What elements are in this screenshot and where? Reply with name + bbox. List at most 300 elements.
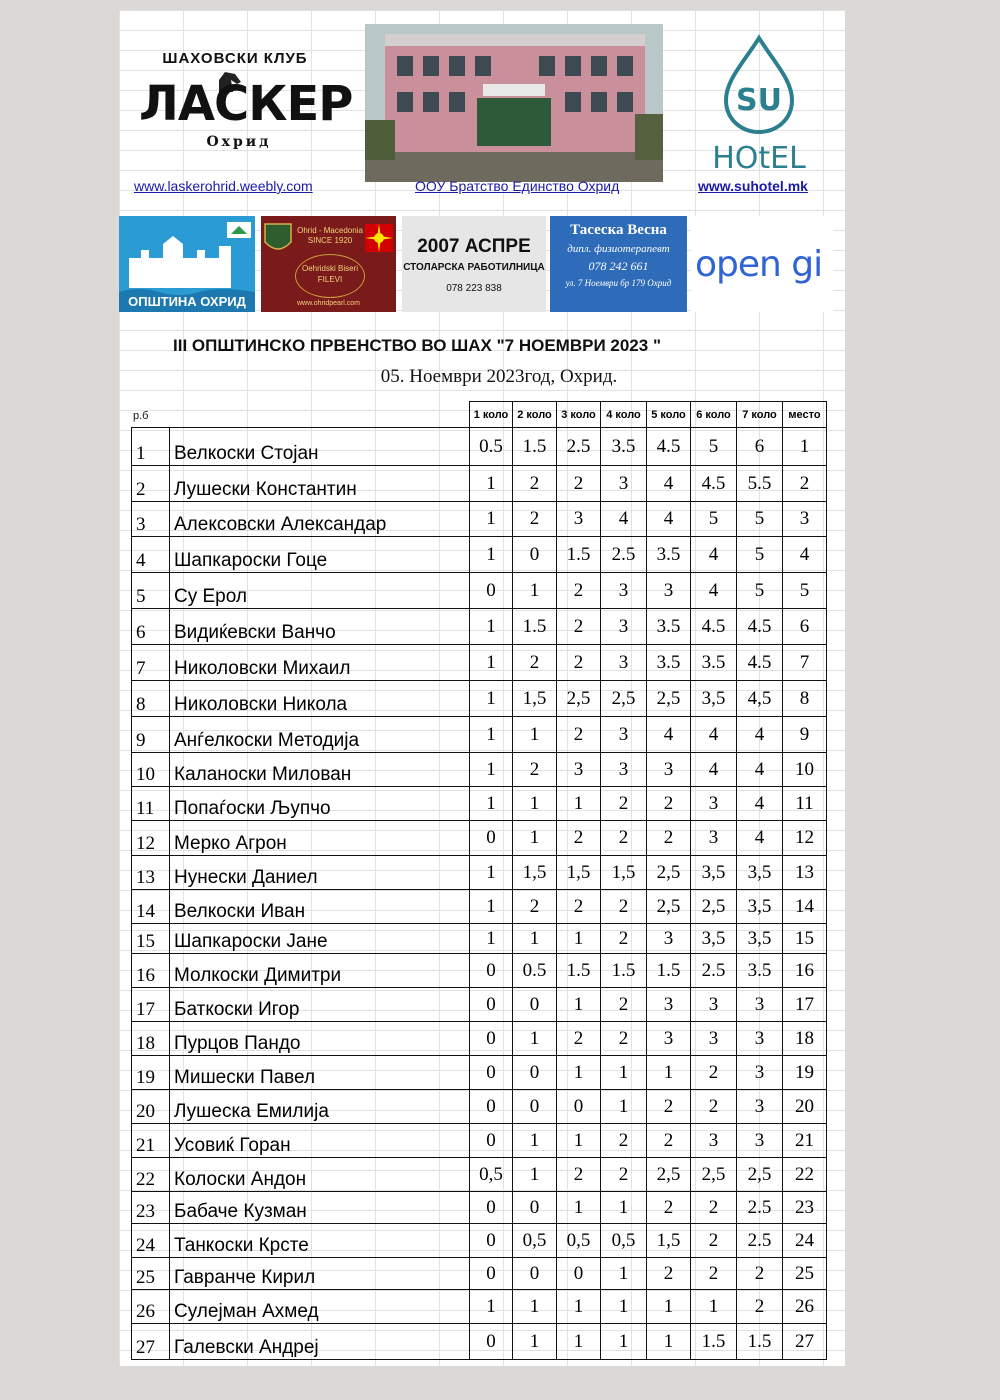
round-score-cell: 1 <box>470 890 513 924</box>
pearl-line: Oehridski Biseri <box>301 264 358 273</box>
round-score-cell: 3 <box>691 821 737 856</box>
row-number: 26 <box>132 1290 170 1324</box>
round-score-cell: 4 <box>737 787 783 821</box>
row-number: 23 <box>132 1192 170 1224</box>
place-cell: 17 <box>783 988 827 1022</box>
round-score-cell: 2 <box>513 890 557 924</box>
table-row <box>132 1192 827 1224</box>
svg-text:SU: SU <box>736 83 782 118</box>
round-score-cell: 4.5 <box>737 609 783 645</box>
round-score-cell: 5.5 <box>737 466 783 502</box>
round-score-cell: 1 <box>557 1192 601 1224</box>
player-name: Велкоски Иван <box>170 890 470 924</box>
round-score-cell: 1 <box>601 1056 647 1090</box>
round-score-cell: 3.5 <box>647 537 691 573</box>
pearl-url: www.ohridpearl.com <box>296 300 361 307</box>
round-score-cell: 2 <box>647 1090 691 1124</box>
table-row <box>132 717 827 753</box>
carpentry-phone: 078 223 838 <box>446 283 502 294</box>
round-score-cell: 1,5 <box>647 1224 691 1258</box>
player-name: Мерко Агрон <box>170 821 470 856</box>
table-row <box>132 856 827 890</box>
round-score-cell: 0 <box>557 1090 601 1124</box>
row-number: 27 <box>132 1324 170 1360</box>
row-number: 10 <box>132 753 170 787</box>
round-score-cell: 2.5 <box>601 537 647 573</box>
place-cell: 7 <box>783 645 827 681</box>
round-score-cell: 0 <box>470 1022 513 1056</box>
pearl-medallion <box>295 254 365 298</box>
round-score-cell: 1 <box>470 753 513 787</box>
round-score-cell: 0.5 <box>513 954 557 988</box>
place-cell: 8 <box>783 681 827 717</box>
round-score-cell: 2 <box>557 1022 601 1056</box>
player-name: Николовски Михаил <box>170 645 470 681</box>
header-blank-cell <box>132 402 170 428</box>
round-score-cell: 1.5 <box>647 954 691 988</box>
round-score-cell: 2 <box>601 890 647 924</box>
round-score-cell: 1 <box>470 537 513 573</box>
round-score-cell: 1.5 <box>691 1324 737 1360</box>
spreadsheet-page <box>119 10 845 1366</box>
player-name: Танкоски Крсте <box>170 1224 470 1258</box>
round-score-cell: 1 <box>557 1324 601 1360</box>
round-score-cell: 1,5 <box>513 856 557 890</box>
round-score-cell: 0 <box>470 573 513 609</box>
round-score-cell: 3 <box>601 717 647 753</box>
row-number: 14 <box>132 890 170 924</box>
player-name: Молкоски Димитри <box>170 954 470 988</box>
round-score-cell: 1 <box>470 502 513 537</box>
municipality-label: ОПШТИНА ОХРИД <box>128 294 246 309</box>
round-score-cell: 2 <box>557 645 601 681</box>
round-score-cell: 1.5 <box>557 537 601 573</box>
table-row <box>132 1124 827 1158</box>
round-score-cell: 2 <box>557 466 601 502</box>
round-score-cell: 3,5 <box>691 924 737 954</box>
round-score-cell: 4 <box>691 537 737 573</box>
table-row <box>132 1224 827 1258</box>
round-score-cell: 2.5 <box>557 428 601 466</box>
row-number: 6 <box>132 609 170 645</box>
round-score-cell: 4 <box>601 502 647 537</box>
round-score-cell: 3 <box>601 573 647 609</box>
round-score-cell: 0.5 <box>470 428 513 466</box>
place-cell: 11 <box>783 787 827 821</box>
round-score-cell: 2,5 <box>737 1158 783 1192</box>
column-header: 1 коло <box>470 402 513 428</box>
round-score-cell: 2 <box>513 645 557 681</box>
column-header: 4 коло <box>601 402 647 428</box>
round-score-cell: 0 <box>470 821 513 856</box>
round-score-cell: 2 <box>601 988 647 1022</box>
column-header: 6 коло <box>691 402 737 428</box>
round-score-cell: 4 <box>647 717 691 753</box>
round-score-cell: 3 <box>601 609 647 645</box>
round-score-cell: 0 <box>470 1124 513 1158</box>
round-score-cell: 0 <box>470 1056 513 1090</box>
column-header: 7 коло <box>737 402 783 428</box>
round-score-cell: 1 <box>513 821 557 856</box>
round-score-cell: 0,5 <box>557 1224 601 1258</box>
school-photo <box>365 24 663 182</box>
round-score-cell: 2,5 <box>601 681 647 717</box>
round-score-cell: 4.5 <box>737 645 783 681</box>
round-score-cell: 1 <box>470 1290 513 1324</box>
table-row <box>132 645 827 681</box>
round-score-cell: 2 <box>513 466 557 502</box>
place-cell: 24 <box>783 1224 827 1258</box>
row-number: 12 <box>132 821 170 856</box>
round-score-cell: 1 <box>513 1124 557 1158</box>
physio-address: ул. 7 Ноември бр 179 Охрид <box>565 278 672 288</box>
round-score-cell: 2 <box>691 1192 737 1224</box>
table-row <box>132 988 827 1022</box>
round-score-cell: 0 <box>470 988 513 1022</box>
round-score-cell: 3 <box>691 1124 737 1158</box>
round-score-cell: 3 <box>691 1022 737 1056</box>
round-score-cell: 2 <box>557 573 601 609</box>
row-number: 3 <box>132 502 170 537</box>
place-cell: 21 <box>783 1124 827 1158</box>
column-header: 3 коло <box>557 402 601 428</box>
row-number: 9 <box>132 717 170 753</box>
round-score-cell: 3 <box>647 1022 691 1056</box>
club-name-top: ШАХОВСКИ КЛУБ <box>162 50 308 67</box>
round-score-cell: 4 <box>647 466 691 502</box>
player-name: Николовски Никола <box>170 681 470 717</box>
round-score-cell: 1.5 <box>557 954 601 988</box>
round-score-cell: 1 <box>470 924 513 954</box>
round-score-cell: 3 <box>691 787 737 821</box>
round-score-cell: 2 <box>691 1056 737 1090</box>
round-score-cell: 3 <box>601 645 647 681</box>
row-number: 1 <box>132 428 170 466</box>
round-score-cell: 4.5 <box>691 466 737 502</box>
table-row <box>132 609 827 645</box>
round-score-cell: 4,5 <box>737 681 783 717</box>
round-score-cell: 2,5 <box>647 856 691 890</box>
player-name: Видиќевски Ванчо <box>170 609 470 645</box>
row-number: 24 <box>132 1224 170 1258</box>
round-score-cell: 2 <box>691 1090 737 1124</box>
place-cell: 1 <box>783 428 827 466</box>
table-row <box>132 573 827 609</box>
round-score-cell: 1 <box>513 573 557 609</box>
carpentry-banner <box>402 216 546 312</box>
table-row <box>132 1324 827 1360</box>
place-cell: 3 <box>783 502 827 537</box>
round-score-cell: 5 <box>737 537 783 573</box>
round-score-cell: 3 <box>557 753 601 787</box>
round-score-cell: 6 <box>737 428 783 466</box>
round-score-cell: 2 <box>647 787 691 821</box>
round-score-cell: 3 <box>737 1090 783 1124</box>
round-score-cell: 1 <box>647 1290 691 1324</box>
round-score-cell: 1 <box>601 1258 647 1290</box>
table-row <box>132 466 827 502</box>
round-score-cell: 1 <box>557 1056 601 1090</box>
place-cell: 23 <box>783 1192 827 1224</box>
round-score-cell: 2 <box>513 502 557 537</box>
row-number: 22 <box>132 1158 170 1192</box>
round-score-cell: 1 <box>601 1290 647 1324</box>
row-number: 15 <box>132 924 170 954</box>
table-row <box>132 821 827 856</box>
place-cell: 14 <box>783 890 827 924</box>
round-score-cell: 5 <box>737 573 783 609</box>
table-row <box>132 890 827 924</box>
round-score-cell: 3,5 <box>737 890 783 924</box>
row-number: 13 <box>132 856 170 890</box>
round-score-cell: 2 <box>737 1290 783 1324</box>
player-name: Велкоски Стојан <box>170 428 470 466</box>
round-score-cell: 4 <box>737 821 783 856</box>
round-score-cell: 1 <box>601 1192 647 1224</box>
round-score-cell: 1,5 <box>557 856 601 890</box>
round-score-cell: 1 <box>470 609 513 645</box>
round-score-cell: 1 <box>470 717 513 753</box>
table-row <box>132 1290 827 1324</box>
row-number: 2 <box>132 466 170 502</box>
player-name: Су Ерол <box>170 573 470 609</box>
rb-label: р.б <box>133 410 149 422</box>
round-score-cell: 1 <box>601 1090 647 1124</box>
place-cell: 19 <box>783 1056 827 1090</box>
round-score-cell: 4 <box>737 753 783 787</box>
player-name: Шапкароски Јане <box>170 924 470 954</box>
round-score-cell: 5 <box>691 502 737 537</box>
player-name: Анѓелкоски Методија <box>170 717 470 753</box>
player-name: Лушески Константин <box>170 466 470 502</box>
place-cell: 4 <box>783 537 827 573</box>
round-score-cell: 1 <box>513 787 557 821</box>
pearl-line: FILEVI <box>317 275 343 284</box>
round-score-cell: 3 <box>647 924 691 954</box>
table-row <box>132 428 827 466</box>
place-cell: 9 <box>783 717 827 753</box>
round-score-cell: 0 <box>470 1192 513 1224</box>
player-name: Попаѓоски Љупчо <box>170 787 470 821</box>
pearl-certificate-banner <box>261 216 396 312</box>
row-number: 16 <box>132 954 170 988</box>
player-name: Мишески Павел <box>170 1056 470 1090</box>
round-score-cell: 5 <box>691 428 737 466</box>
table-row <box>132 924 827 954</box>
header-blank-cell <box>170 402 470 428</box>
round-score-cell: 3.5 <box>601 428 647 466</box>
round-score-cell: 1.5 <box>513 428 557 466</box>
round-score-cell: 3,5 <box>737 924 783 954</box>
round-score-cell: 4 <box>691 753 737 787</box>
round-score-cell: 1 <box>470 466 513 502</box>
round-score-cell: 2 <box>557 890 601 924</box>
round-score-cell: 2,5 <box>691 1158 737 1192</box>
player-name: Нунески Даниел <box>170 856 470 890</box>
physio-name: Тасеска Весна <box>570 222 667 238</box>
round-score-cell: 4 <box>647 502 691 537</box>
round-score-cell: 1,5 <box>601 856 647 890</box>
round-score-cell: 3,5 <box>691 681 737 717</box>
round-score-cell: 1.5 <box>513 609 557 645</box>
row-number: 11 <box>132 787 170 821</box>
round-score-cell: 1.5 <box>737 1324 783 1360</box>
round-score-cell: 1 <box>513 1290 557 1324</box>
table-row <box>132 1258 827 1290</box>
player-name: Каланоски Милован <box>170 753 470 787</box>
round-score-cell: 2 <box>601 821 647 856</box>
round-score-cell: 0 <box>513 1258 557 1290</box>
place-cell: 2 <box>783 466 827 502</box>
round-score-cell: 3.5 <box>737 954 783 988</box>
round-score-cell: 1 <box>470 681 513 717</box>
place-cell: 15 <box>783 924 827 954</box>
round-score-cell: 5 <box>737 502 783 537</box>
place-cell: 20 <box>783 1090 827 1124</box>
lasker-link[interactable]: www.laskerohrid.weebly.com <box>134 178 313 194</box>
physio-banner <box>550 216 687 312</box>
round-score-cell: 0,5 <box>601 1224 647 1258</box>
round-score-cell: 2 <box>601 787 647 821</box>
round-score-cell: 0 <box>470 954 513 988</box>
flag-icon <box>365 224 393 252</box>
round-score-cell: 3 <box>737 1124 783 1158</box>
round-score-cell: 4.5 <box>647 428 691 466</box>
round-score-cell: 3 <box>557 502 601 537</box>
player-name: Пурцов Пандо <box>170 1022 470 1056</box>
round-score-cell: 1 <box>513 1158 557 1192</box>
round-score-cell: 3 <box>647 573 691 609</box>
round-score-cell: 3.5 <box>691 645 737 681</box>
row-number: 7 <box>132 645 170 681</box>
round-score-cell: 3,5 <box>691 856 737 890</box>
round-score-cell: 1 <box>557 988 601 1022</box>
row-number: 5 <box>132 573 170 609</box>
round-score-cell: 2 <box>601 1158 647 1192</box>
place-cell: 26 <box>783 1290 827 1324</box>
table-row <box>132 1022 827 1056</box>
pearl-text <box>295 226 365 246</box>
round-score-cell: 2 <box>557 821 601 856</box>
round-score-cell: 1 <box>557 787 601 821</box>
player-name: Сулејман Ахмед <box>170 1290 470 1324</box>
row-number: 25 <box>132 1258 170 1290</box>
round-score-cell: 1 <box>557 1290 601 1324</box>
round-score-cell: 1.5 <box>601 954 647 988</box>
round-score-cell: 1 <box>470 645 513 681</box>
round-score-cell: 2 <box>691 1258 737 1290</box>
round-score-cell: 3 <box>737 988 783 1022</box>
player-name: Гавранче Кирил <box>170 1258 470 1290</box>
carpentry-title: 2007 АСПРЕ <box>417 236 531 257</box>
round-score-cell: 0 <box>513 1056 557 1090</box>
round-score-cell: 2 <box>647 821 691 856</box>
round-score-cell: 3 <box>601 466 647 502</box>
player-name: Галевски Андреј <box>170 1324 470 1360</box>
round-score-cell: 4 <box>737 717 783 753</box>
round-score-cell: 0 <box>470 1224 513 1258</box>
place-cell: 27 <box>783 1324 827 1360</box>
round-score-cell: 2.5 <box>691 954 737 988</box>
round-score-cell: 2 <box>557 609 601 645</box>
table-row <box>132 681 827 717</box>
hotel-link[interactable]: www.suhotel.mk <box>698 178 808 194</box>
row-number: 21 <box>132 1124 170 1158</box>
round-score-cell: 2 <box>601 924 647 954</box>
row-number: 17 <box>132 988 170 1022</box>
round-score-cell: 2,5 <box>647 681 691 717</box>
round-score-cell: 2.5 <box>737 1224 783 1258</box>
round-score-cell: 1 <box>557 924 601 954</box>
opengi-banner <box>691 216 833 312</box>
standings-table <box>131 401 827 1360</box>
round-score-cell: 0 <box>470 1090 513 1124</box>
opengi-logo: open gi <box>695 244 823 285</box>
player-name: Бабаче Кузман <box>170 1192 470 1224</box>
table-row <box>132 954 827 988</box>
round-score-cell: 2,5 <box>691 890 737 924</box>
club-logo-text: ЛАСКЕР <box>139 76 353 132</box>
round-score-cell: 1 <box>513 717 557 753</box>
round-score-cell: 0 <box>513 537 557 573</box>
physio-title: дипл. физиотерапевт <box>567 243 670 255</box>
municipality-banner <box>119 216 255 312</box>
place-cell: 22 <box>783 1158 827 1192</box>
physio-phone: 078 242 661 <box>588 259 649 273</box>
round-score-cell: 2 <box>647 1192 691 1224</box>
round-score-cell: 4 <box>691 717 737 753</box>
round-score-cell: 4 <box>691 573 737 609</box>
round-score-cell: 0,5 <box>513 1224 557 1258</box>
round-score-cell: 2,5 <box>557 681 601 717</box>
round-score-cell: 3 <box>647 753 691 787</box>
round-score-cell: 1 <box>470 856 513 890</box>
round-score-cell: 0 <box>513 1192 557 1224</box>
round-score-cell: 1 <box>601 1324 647 1360</box>
row-number: 20 <box>132 1090 170 1124</box>
place-cell: 10 <box>783 753 827 787</box>
round-score-cell: 0 <box>470 1258 513 1290</box>
round-score-cell: 2,5 <box>647 1158 691 1192</box>
hotel-logo <box>704 34 814 174</box>
place-cell: 16 <box>783 954 827 988</box>
player-name: Шапкароски Гоце <box>170 537 470 573</box>
round-score-cell: 4.5 <box>691 609 737 645</box>
round-score-cell: 0 <box>513 1090 557 1124</box>
round-score-cell: 0 <box>557 1258 601 1290</box>
round-score-cell: 2 <box>647 1124 691 1158</box>
player-name: Колоски Андон <box>170 1158 470 1192</box>
svg-text:HOtEL: HOtEL <box>712 141 806 174</box>
place-cell: 18 <box>783 1022 827 1056</box>
round-score-cell: 2 <box>601 1022 647 1056</box>
table-row <box>132 753 827 787</box>
round-score-cell: 2 <box>601 1124 647 1158</box>
column-header: место <box>783 402 827 428</box>
table-row <box>132 1090 827 1124</box>
place-cell: 25 <box>783 1258 827 1290</box>
round-score-cell: 3.5 <box>647 609 691 645</box>
school-link[interactable]: ООУ Братство Единство Охрид <box>415 178 620 194</box>
player-name: Алексовски Александар <box>170 502 470 537</box>
table-row <box>132 787 827 821</box>
column-header: 2 коло <box>513 402 557 428</box>
row-number: 4 <box>132 537 170 573</box>
tournament-title: III ОПШТИНСКО ПРВЕНСТВО ВО ШАХ "7 НОЕМВРИ 2023 " <box>173 336 662 355</box>
coat-of-arms-icon <box>263 222 293 258</box>
carpentry-subtitle: СТОЛАРСКА РАБОТИЛНИЦА <box>403 262 545 273</box>
round-score-cell: 3 <box>737 1056 783 1090</box>
